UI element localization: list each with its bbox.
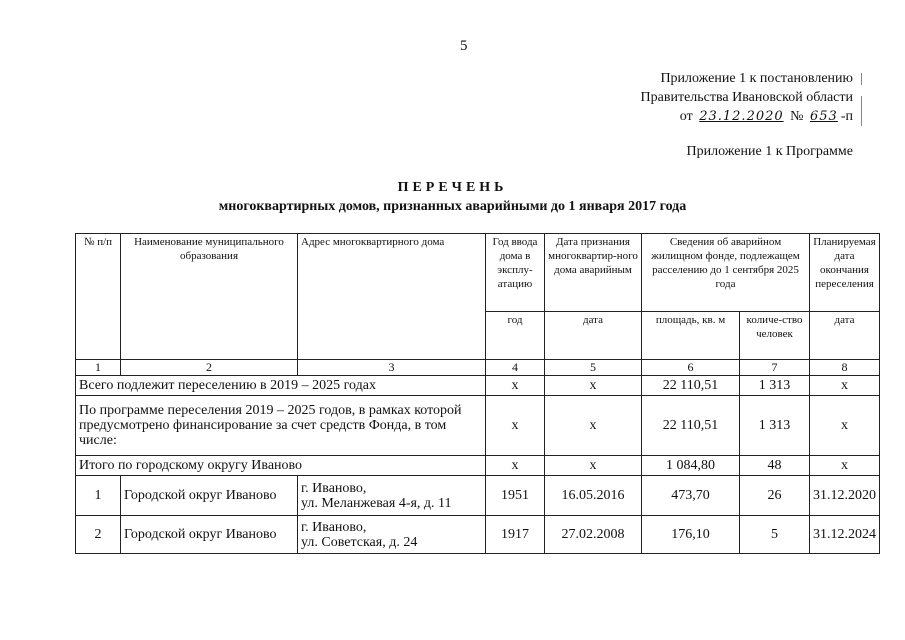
column-number: 6 — [642, 360, 740, 376]
header-date-recognized: Дата признания многоквартир-ного дома аварийным — [545, 234, 642, 312]
summary-year: x — [486, 376, 545, 396]
from-label: от — [679, 109, 693, 124]
row-people: 5 — [740, 516, 810, 554]
appendix-line-1: Приложение 1 к постановлению — [660, 71, 853, 86]
decree-date: 23.12.2020 — [699, 109, 784, 124]
summary-date: x — [545, 376, 642, 396]
column-number: 7 — [740, 360, 810, 376]
appendix-date-line — [680, 109, 853, 125]
header-municipality: Наименование муниципального образования — [121, 234, 298, 360]
scan-mark — [861, 96, 862, 126]
summary-row — [76, 456, 880, 476]
row-date: 16.05.2016 — [545, 476, 642, 516]
address-city: г. Иваново, — [301, 519, 367, 535]
row-end: 31.12.2024 — [810, 516, 880, 554]
header-year: Год ввода дома в эксплу-атацию — [486, 234, 545, 312]
document-subtitle: многоквартирных домов, признанных аварийными до 1 января 2017 года — [218, 199, 687, 214]
summary-area: 1 084,80 — [642, 456, 740, 476]
summary-end: x — [810, 456, 880, 476]
summary-end: x — [810, 376, 880, 396]
column-number: 3 — [298, 360, 486, 376]
row-address — [298, 476, 486, 516]
row-people: 26 — [740, 476, 810, 516]
summary-label: По программе переселения 2019 – 2025 годов, в рамках которой предусмотрено финансирование за счет средств Фонда, в том числе: — [76, 396, 486, 456]
subheader-area: площадь, кв. м — [642, 312, 740, 360]
row-date: 27.02.2008 — [545, 516, 642, 554]
summary-row — [76, 376, 880, 396]
table-row — [76, 516, 880, 554]
column-number: 4 — [486, 360, 545, 376]
summary-row — [76, 396, 880, 456]
summary-date: x — [545, 456, 642, 476]
subheader-date: дата — [545, 312, 642, 360]
housing-table — [75, 233, 880, 554]
header-planned-end: Планируемая дата окончания переселения — [810, 234, 880, 312]
summary-people: 1 313 — [740, 396, 810, 456]
subheader-end-date: дата — [810, 312, 880, 360]
row-address — [298, 516, 486, 554]
summary-year: x — [486, 456, 545, 476]
header-address: Адрес многоквартирного дома — [298, 234, 486, 360]
address-street: ул. Советская, д. 24 — [301, 534, 418, 550]
header-no: № п/п — [76, 234, 121, 360]
decree-number: 653 — [810, 109, 838, 124]
appendix-line-2: Правительства Ивановской области — [640, 90, 853, 105]
address-city: г. Иваново, — [301, 480, 367, 496]
table-row — [76, 476, 880, 516]
scan-mark — [861, 73, 862, 85]
number-suffix: -п — [840, 109, 853, 124]
program-appendix-line: Приложение 1 к Программе — [686, 144, 853, 159]
subheader-people: количе-ство человек — [740, 312, 810, 360]
row-no: 2 — [76, 516, 121, 554]
column-number: 5 — [545, 360, 642, 376]
summary-people: 48 — [740, 456, 810, 476]
summary-area: 22 110,51 — [642, 376, 740, 396]
page-number: 5 — [460, 38, 468, 54]
document-title: ПЕРЕЧЕНЬ — [397, 180, 508, 195]
row-municipality: Городской округ Иваново — [121, 476, 298, 516]
subheader-year: год — [486, 312, 545, 360]
row-end: 31.12.2020 — [810, 476, 880, 516]
summary-label: Всего подлежит переселению в 2019 – 2025 годах — [76, 376, 486, 396]
row-year: 1951 — [486, 476, 545, 516]
row-area: 473,70 — [642, 476, 740, 516]
address-street: ул. Меланжевая 4-я, д. 11 — [301, 495, 452, 511]
row-area: 176,10 — [642, 516, 740, 554]
row-municipality: Городской округ Иваново — [121, 516, 298, 554]
row-no: 1 — [76, 476, 121, 516]
summary-label: Итого по городскому округу Иваново — [76, 456, 486, 476]
summary-area: 22 110,51 — [642, 396, 740, 456]
column-number: 8 — [810, 360, 880, 376]
summary-end: x — [810, 396, 880, 456]
number-label: № — [790, 109, 804, 124]
summary-people: 1 313 — [740, 376, 810, 396]
header-fund-info: Сведения об аварийном жилищном фонде, подлежащем расселению до 1 сентября 2025 года — [642, 234, 810, 312]
column-number: 2 — [121, 360, 298, 376]
column-number: 1 — [76, 360, 121, 376]
summary-date: x — [545, 396, 642, 456]
summary-year: x — [486, 396, 545, 456]
row-year: 1917 — [486, 516, 545, 554]
